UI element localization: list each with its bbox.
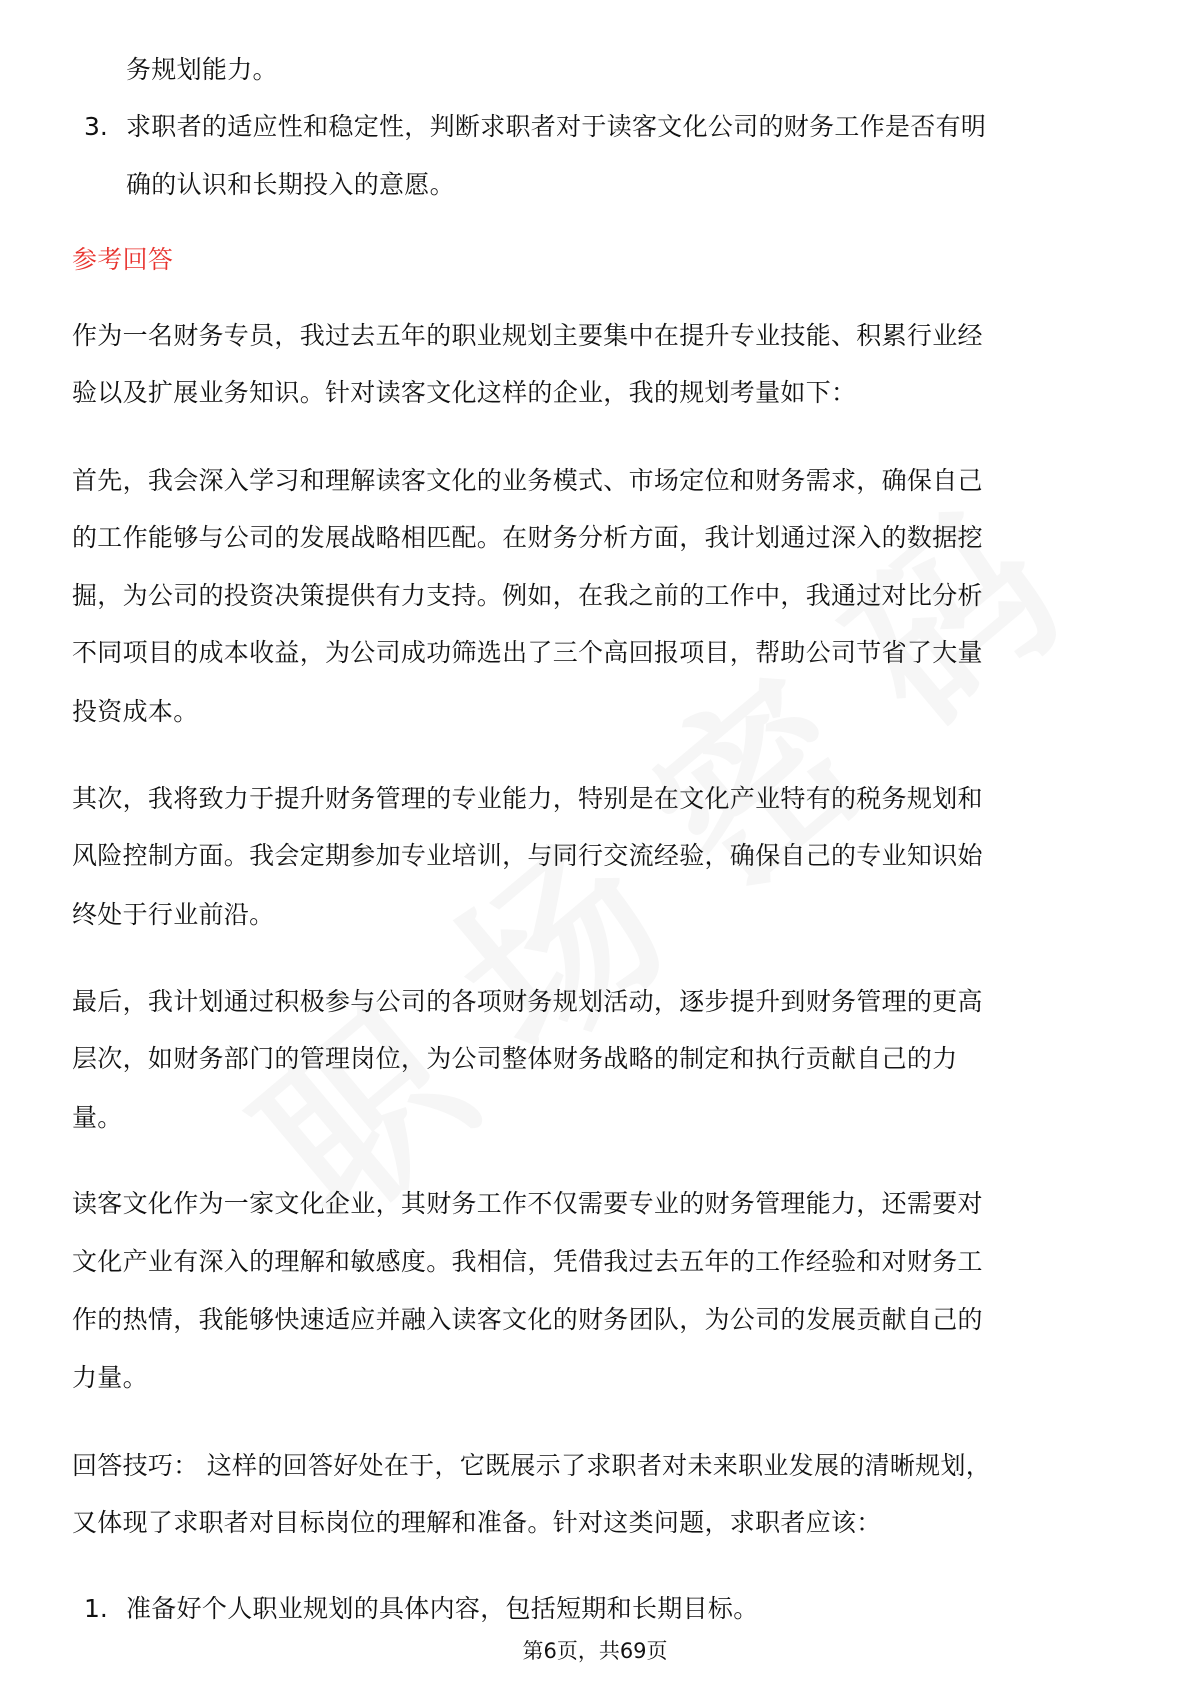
list-number: 3. <box>84 112 108 141</box>
paragraph-line: 最后，我计划通过积极参与公司的各项财务规划活动，逐步提升到财务管理的更高 <box>72 987 983 1016</box>
paragraph-line: 验以及扩展业务知识。针对读客文化这样的企业，我的规划考量如下： <box>72 378 857 407</box>
paragraph-line: 读客文化作为一家文化企业，其财务工作不仅需要专业的财务管理能力，还需要对 <box>72 1189 983 1218</box>
list-item-line: 求职者的适应性和稳定性，判断求职者对于读客文化公司的财务工作是否有明 <box>126 112 987 141</box>
list-item-continuation: 务规划能力。 <box>126 55 278 84</box>
paragraph-line: 层次，如财务部门的管理岗位，为公司整体财务战略的制定和执行贡献自己的力 <box>72 1044 958 1073</box>
paragraph-line: 作的热情，我能够快速适应并融入读客文化的财务团队，为公司的发展贡献自己的 <box>72 1305 983 1334</box>
list-number: 1. <box>84 1594 108 1623</box>
paragraph-line: 的工作能够与公司的发展战略相匹配。在财务分析方面，我计划通过深入的数据挖 <box>72 523 983 552</box>
paragraph-line: 其次，我将致力于提升财务管理的专业能力，特别是在文化产业特有的税务规划和 <box>72 784 983 813</box>
list-item-line: 准备好个人职业规划的具体内容，包括短期和长期目标。 <box>126 1594 759 1623</box>
paragraph-line: 量。 <box>72 1103 123 1132</box>
paragraph-line: 力量。 <box>72 1363 148 1392</box>
paragraph-line: 风险控制方面。我会定期参加专业培训，与同行交流经验，确保自己的专业知识始 <box>72 841 983 870</box>
paragraph-line: 又体现了求职者对目标岗位的理解和准备。针对这类问题，求职者应该： <box>72 1508 882 1537</box>
page-number: 第6页，共69页 <box>522 1639 668 1663</box>
list-item-line: 确的认识和长期投入的意愿。 <box>126 170 455 199</box>
paragraph-line: 文化产业有深入的理解和敏感度。我相信，凭借我过去五年的工作经验和对财务工 <box>72 1247 983 1276</box>
paragraph-line: 首先，我会深入学习和理解读客文化的业务模式、市场定位和财务需求，确保自己 <box>72 466 983 495</box>
paragraph-line: 掘，为公司的投资决策提供有力支持。例如，在我之前的工作中，我通过对比分析 <box>72 581 983 610</box>
paragraph-line: 投资成本。 <box>72 697 199 726</box>
paragraph-line: 不同项目的成本收益，为公司成功筛选出了三个高回报项目，帮助公司节省了大量 <box>72 638 983 667</box>
paragraph-line: 作为一名财务专员，我过去五年的职业规划主要集中在提升专业技能、积累行业经 <box>72 321 983 350</box>
paragraph-line: 回答技巧： 这样的回答好处在于，它既展示了求职者对未来职业发展的清晰规划， <box>72 1451 992 1480</box>
section-heading: 参考回答 <box>72 245 174 274</box>
paragraph-line: 终处于行业前沿。 <box>72 900 275 929</box>
